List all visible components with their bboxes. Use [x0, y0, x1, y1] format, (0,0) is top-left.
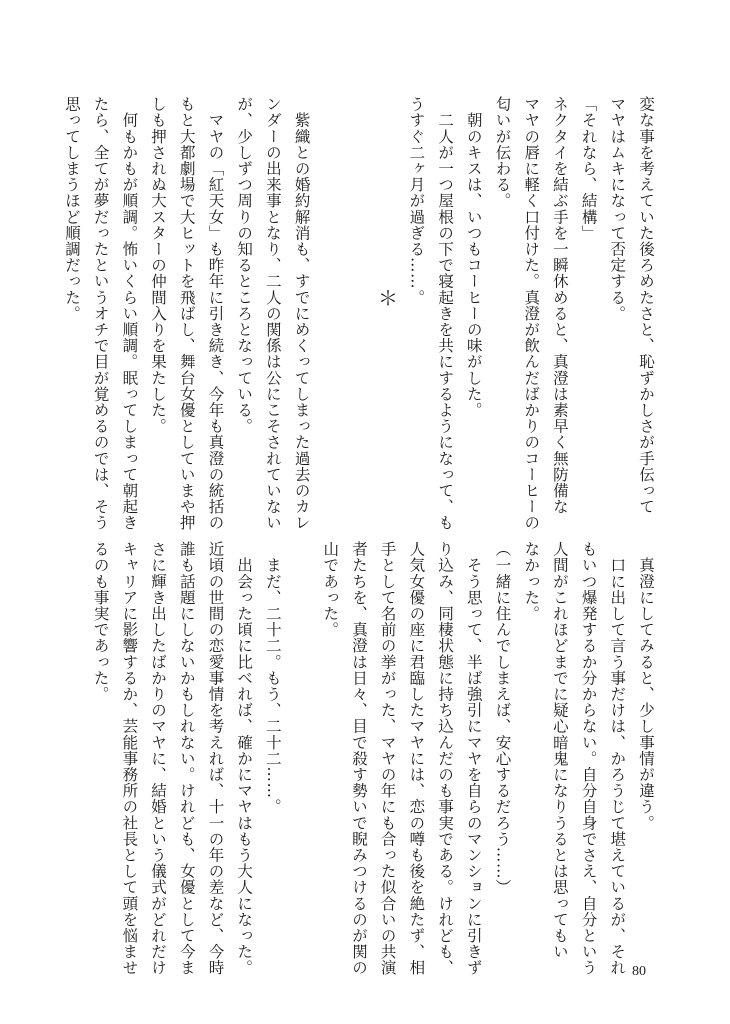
text-column: 紫織との婚約解消も、すでにめくってしまった過去のカレ: [292, 96, 311, 531]
text-column: そう思って、半ば強引にマヤを自らのマンションに引きず: [464, 541, 483, 976]
text-column: 人間がこれほどまでに疑心暗鬼になりうるとは思ってもい: [550, 541, 569, 960]
text-column: 変な事を考えていた後ろめたさと、恥ずかしさが手伝って: [637, 96, 655, 515]
text-column: マヤはムキになって否定する。: [608, 96, 627, 322]
text-column: うすぐ二ヶ月が過ぎる……。: [407, 96, 426, 306]
upper-text-block: [40, 96, 660, 531]
text-column: キャリアに影響するか、芸能事務所の社長として頭を悩ませ: [120, 541, 139, 976]
text-column: （一緒に住んでしまえば、安心するだろう……）: [493, 541, 512, 896]
text-column: しも押されぬ大スターの仲間入りを果たした。: [149, 96, 168, 435]
text-column: さに輝き出したばかりのマヤに、結婚という儀式がどれだけ: [149, 541, 168, 976]
text-column: [316, 96, 345, 511]
text-column: マヤの「紅天女」も昨年に引き続き、今年も真澄の統括の: [206, 96, 225, 531]
text-column: たら、全てが夢だったというオチで目が覚めるのでは、そう: [91, 96, 110, 531]
text-column: ネクタイを結ぶ手を一瞬休めると、真澄は素早く無防備な: [550, 96, 569, 515]
text-column: 出会った頃に比べれば、確かにマヤはもう大人になった。: [235, 541, 254, 976]
text-column: 二人が一つ屋根の下で寝起きを共にするようになって、も: [436, 96, 455, 531]
text-column: るのも事実であった。: [91, 541, 110, 702]
text-column: [344, 96, 373, 511]
text-column: もと大都劇場で大ヒットを飛ばし、舞台女優としていまや押: [177, 96, 196, 531]
text-column: 者たちを、真澄は日々、目で殺す勢いで睨みつけるのが関の: [349, 541, 368, 976]
text-column: 手として名前の挙がった、マヤの年にも合った似合いの共演: [378, 541, 397, 976]
text-column: 思ってしまうほど順調だった。: [62, 96, 81, 322]
text-column: なかった。: [522, 541, 541, 622]
text-column: マヤの唇に軽く口付けた。真澄が飲んだばかりのコーヒーの: [522, 96, 541, 531]
text-column: 口に出して言う事だけは、かろうじて堪えているが、それ: [608, 541, 627, 976]
section-separator: ＊: [378, 286, 398, 310]
text-column: 近頃の世間の恋愛事情を考えれば、十一の年の差など、今時: [206, 541, 225, 976]
text-column: 匂いが伝わる。: [493, 96, 512, 209]
text-column: もいつ爆発するか分からない。自分自身でさえ、自分という: [579, 541, 598, 976]
text-column: 山であった。: [321, 541, 340, 638]
text-column: 人気女優の座に君臨したマヤには、恋の噂も後を絶たず、相: [407, 541, 426, 976]
text-column: り込み、同棲状態に持ち込んだのも事実である。けれども、: [436, 541, 455, 976]
page-number: 80: [632, 964, 646, 979]
text-column: 真澄にしてみると、少し事情が違う。: [637, 541, 655, 831]
text-column: 朝のキスは、いつもコーヒーの味がした。: [464, 96, 483, 418]
text-column: 何もかもが順調。怖いくらい順調。眠ってしまって朝起き: [120, 96, 139, 531]
text-column: が、少しずつ周りの知るところとなっている。: [235, 96, 254, 435]
text-column: ンダーの出来事となり、二人の関係は公にこそされていない: [263, 96, 282, 531]
text-column: 誰も話題にしないかもしれない。けれども、女優として今ま: [177, 541, 196, 976]
text-column: 「それなら、結構」: [579, 96, 598, 241]
text-column: [287, 541, 316, 956]
text-column: まだ、二十二。もう、二十二……。: [263, 541, 282, 815]
